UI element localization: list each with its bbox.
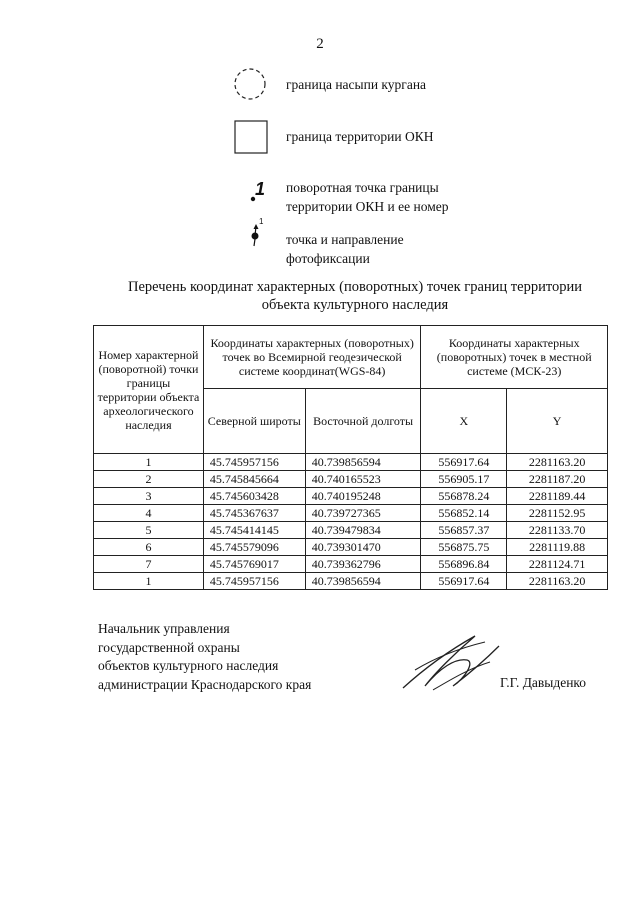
cell-y: 2281124.71 <box>507 556 608 573</box>
cell-latitude: 45.745367637 <box>203 505 305 522</box>
cell-x: 556917.64 <box>421 573 507 590</box>
cell-x: 556852.14 <box>421 505 507 522</box>
position-line: администрации Краснодарского края <box>98 676 312 692</box>
header-x: X <box>421 389 507 454</box>
cell-x: 556905.17 <box>421 471 507 488</box>
cell-y: 2281119.88 <box>507 539 608 556</box>
photo-point-number: 1 <box>259 217 264 226</box>
legend-label: поворотная точка границы <box>286 180 439 195</box>
cell-x: 556875.75 <box>421 539 507 556</box>
cell-point-number: 5 <box>94 522 204 539</box>
header-msk23-group: Координаты характерных (поворотных) точек в местной системе (МСК-23) <box>421 326 608 389</box>
cell-x: 556878.24 <box>421 488 507 505</box>
cell-y: 2281163.20 <box>507 454 608 471</box>
legend-label: граница насыпи кургана <box>286 77 427 92</box>
table-row <box>94 505 608 522</box>
cell-y: 2281163.20 <box>507 573 608 590</box>
cell-longitude: 40.739856594 <box>305 454 421 471</box>
cell-latitude: 45.745769017 <box>203 556 305 573</box>
coordinates-table <box>93 325 608 590</box>
cell-longitude: 40.739362796 <box>305 556 421 573</box>
cell-longitude: 40.739856594 <box>305 573 421 590</box>
header-north-latitude: Северной широты <box>203 389 305 454</box>
handwritten-signature <box>395 628 505 698</box>
position-line: Начальник управления <box>98 621 230 636</box>
turning-point-number: 1 <box>255 179 266 199</box>
legend-label: территории ОКН и ее номер <box>286 199 449 214</box>
legend-label: граница территории ОКН <box>286 129 434 144</box>
legend-item-territory-boundary <box>230 118 530 154</box>
table-row <box>94 471 608 488</box>
cell-longitude: 40.740165523 <box>305 471 421 488</box>
table-row <box>94 454 608 471</box>
table-row <box>94 539 608 556</box>
square-icon <box>230 118 270 154</box>
cell-y: 2281187.20 <box>507 471 608 488</box>
cell-point-number: 1 <box>94 573 204 590</box>
cell-y: 2281152.95 <box>507 505 608 522</box>
photo-direction-icon <box>230 214 270 260</box>
signer-name: Г.Г. Давыденко <box>500 675 587 690</box>
table-row <box>94 573 608 590</box>
cell-latitude: 45.745603428 <box>203 488 305 505</box>
page-number: 2 <box>316 36 324 52</box>
table-row <box>94 488 608 505</box>
cell-x: 556857.37 <box>421 522 507 539</box>
cell-x: 556917.64 <box>421 454 507 471</box>
cell-longitude: 40.739727365 <box>305 505 421 522</box>
cell-longitude: 40.739479834 <box>305 522 421 539</box>
table-row <box>94 522 608 539</box>
legend-label: точка и направление <box>286 232 404 247</box>
cell-latitude: 45.745579096 <box>203 539 305 556</box>
cell-longitude: 40.739301470 <box>305 539 421 556</box>
cell-y: 2281133.70 <box>507 522 608 539</box>
legend-item-turning-point <box>230 178 530 218</box>
cell-latitude: 45.745957156 <box>203 573 305 590</box>
legend-item-mound-boundary <box>230 66 530 102</box>
cell-point-number: 1 <box>94 454 204 471</box>
signature-block <box>98 620 311 694</box>
table-heading: Перечень координат характерных (поворотных) точек границ территории объекта культурного наследия <box>127 279 583 313</box>
cell-point-number: 6 <box>94 539 204 556</box>
turning-point-icon <box>230 178 270 218</box>
position-line: государственной охраны <box>98 639 240 655</box>
cell-point-number: 7 <box>94 556 204 573</box>
cell-point-number: 2 <box>94 471 204 488</box>
cell-point-number: 3 <box>94 488 204 505</box>
dashed-circle-icon <box>230 66 270 102</box>
legend-label: фотофиксации <box>286 251 370 266</box>
header-point-number: Номер характерной (поворотной) точки границы территории объекта археологического наследия <box>94 326 204 454</box>
header-wgs84-group: Координаты характерных (поворотных) точек во Всемирной геодезической системе координат(WGS-84) <box>203 326 421 389</box>
cell-x: 556896.84 <box>421 556 507 573</box>
cell-longitude: 40.740195248 <box>305 488 421 505</box>
table-header-row <box>94 326 608 389</box>
legend-item-photo-point <box>230 214 530 266</box>
cell-latitude: 45.745845664 <box>203 471 305 488</box>
cell-point-number: 4 <box>94 505 204 522</box>
header-east-longitude: Восточной долготы <box>305 389 421 454</box>
header-y: Y <box>507 389 608 454</box>
cell-latitude: 45.745414145 <box>203 522 305 539</box>
table-row <box>94 556 608 573</box>
cell-y: 2281189.44 <box>507 488 608 505</box>
position-line: объектов культурного наследия <box>98 658 279 673</box>
cell-latitude: 45.745957156 <box>203 454 305 471</box>
